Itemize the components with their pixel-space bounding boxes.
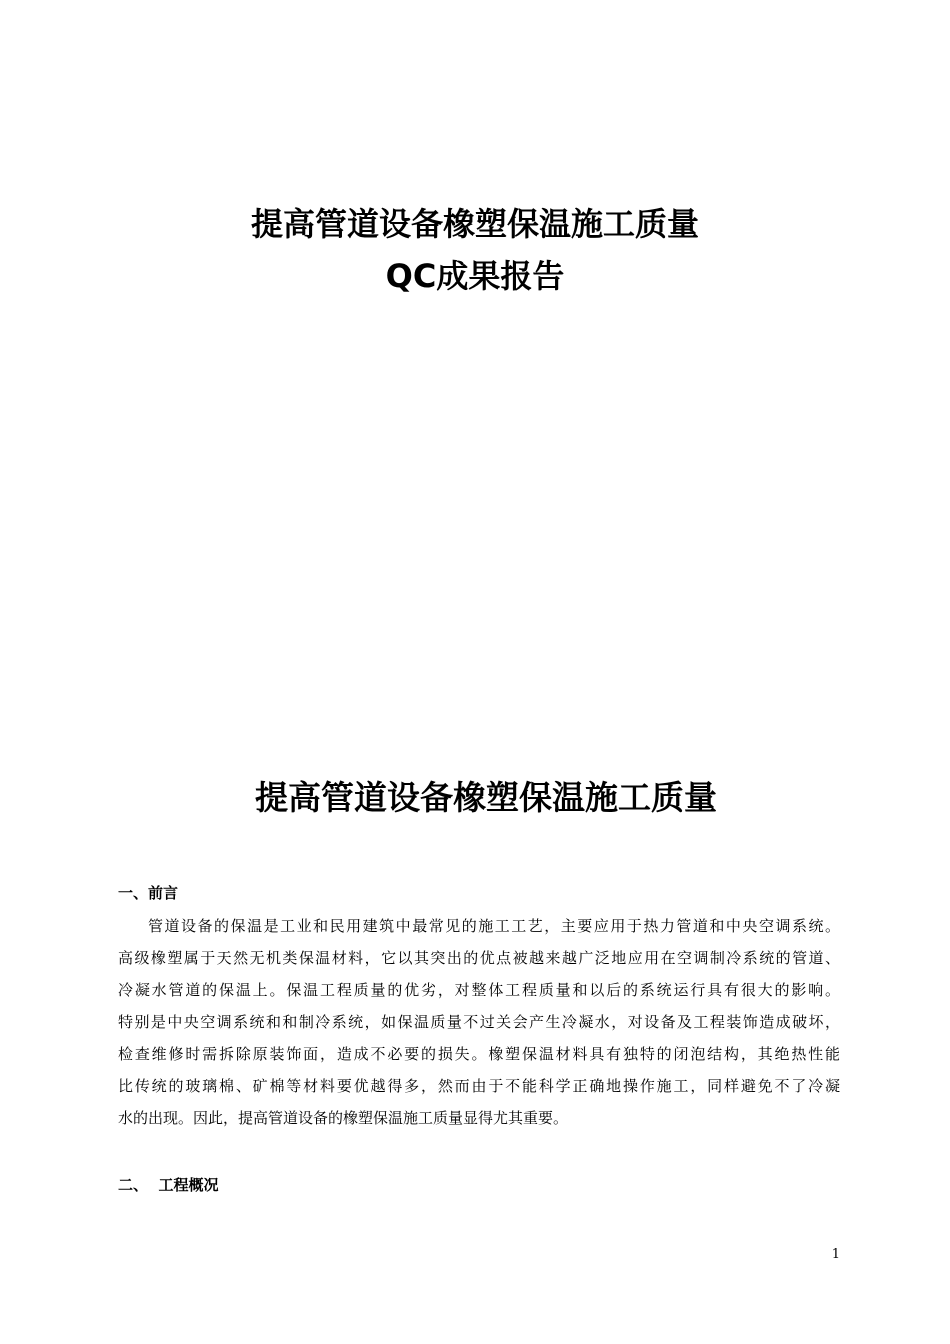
cover-title-line2: QC成果报告 [385, 257, 565, 295]
paragraph-line: 管道设备的保温是工业和民用建筑中最常见的施工工艺，主要应用于热力管道和中央空调系统。 [148, 917, 840, 935]
paragraph-line: 检查维修时需拆除原装饰面，造成不必要的损失。橡塑保温材料具有独特的闭泡结构，其绝热性能 [118, 1045, 840, 1063]
page-number: 1 [831, 1247, 840, 1262]
paragraph-line: 比传统的玻璃棉、矿棉等材料要优越得多，然而由于不能科学正确地操作施工，同样避免不了冷凝 [118, 1077, 840, 1095]
section-heading-project-overview: 二、 工程概况 [118, 1176, 219, 1194]
paragraph-line: 水的出现。因此，提高管道设备的橡塑保温施工质量显得尤其重要。 [118, 1109, 569, 1127]
paragraph-line: 特别是中央空调系统和和制冷系统，如保温质量不过关会产生冷凝水，对设备及工程装饰造成破坏， [118, 1013, 840, 1031]
preface-paragraph [118, 910, 840, 1134]
main-title: 提高管道设备橡塑保温施工质量 [255, 778, 717, 817]
paragraph-line: 冷凝水管道的保温上。保温工程质量的优劣，对整体工程质量和以后的系统运行具有很大的影响。 [118, 981, 840, 999]
section-heading-preface: 一、前言 [118, 884, 179, 902]
cover-title-line1: 提高管道设备橡塑保温施工质量 [250, 205, 699, 243]
paragraph-line: 高级橡塑属于天然无机类保温材料，它以其突出的优点被越来越广泛地应用在空调制冷系统的管道、 [118, 949, 840, 967]
